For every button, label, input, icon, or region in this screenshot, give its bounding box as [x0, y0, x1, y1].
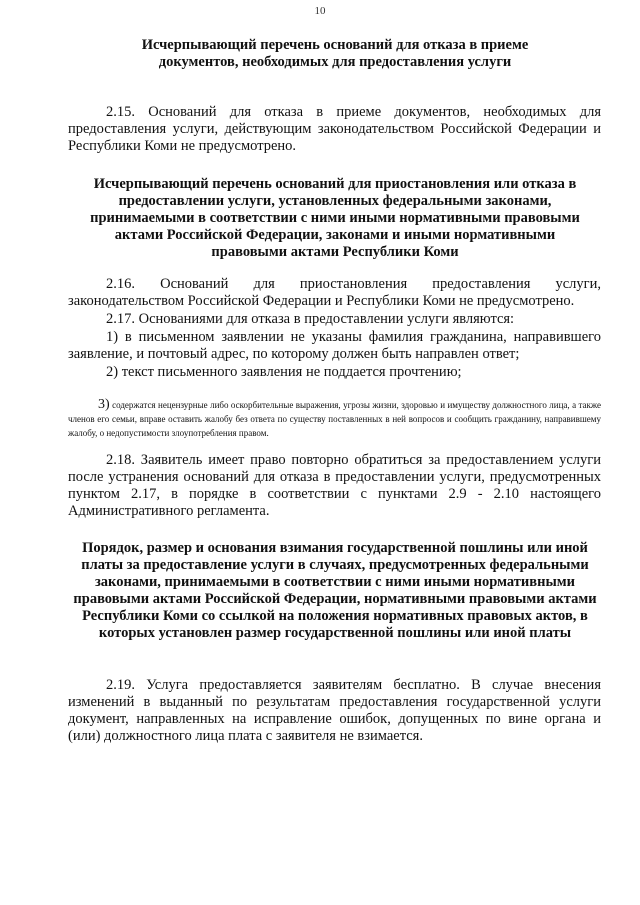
paragraph-2-16: 2.16. Оснований для приостановления предоставления услуги, законодательством Российской Федерации и Республики Коми не предусмотрено.	[68, 276, 601, 309]
section-heading-suspension: Исчерпывающий перечень оснований для приостановления или отказа в предоставлении услуги, установленных федеральными законами, принимаемыми в соответствии с ними иными нормативными правовыми актами Российской Федерации, законами и иными нормативными правовыми актами Республики Коми	[90, 176, 580, 260]
list-item-3: 3) содержатся нецензурные либо оскорбительные выражения, угрозы жизни, здоровью и имуществу должностного лица, а также членов его семьи, вправе оставить жалобу без ответа по существу поставленных в ней вопросов и сообщить гражданину, направившему жалобу, о недопустимости злоупотребления правом.	[68, 397, 601, 438]
paragraph-2-15: 2.15. Оснований для отказа в приеме документов, необходимых для предоставления услуги, действующим законодательством Российской Федерации и Республики Коми не предусмотрено.	[68, 104, 601, 154]
section-heading-fees: Порядок, размер и основания взимания государственной пошлины или иной платы за предоставление услуги в случаях, предусмотренных федеральными законами, принимаемыми в соответствии с ними иными нормативными правовыми актами Российской Федерации, нормативными правовыми актами Республики Коми со ссылкой на положения нормативных правовых актов, в которых установлен размер государственной пошлины или иной платы	[73, 540, 597, 641]
paragraph-2-17: 2.17. Основаниями для отказа в предоставлении услуги являются:	[106, 311, 515, 327]
section-heading-refusal-documents: Исчерпывающий перечень оснований для отказа в приеме документов, необходимых для предоставления услуги	[141, 37, 529, 70]
list-item-2: 2) текст письменного заявления не поддается прочтению;	[106, 364, 462, 380]
paragraph-2-18: 2.18. Заявитель имеет право повторно обратиться за предоставлением услуги после устранения оснований для отказа в предоставлении услуги, предусмотренных пунктом 2.17, в порядке в соответствии с пунктами 2.9 - 2.10 настоящего Административного регламента.	[68, 452, 601, 519]
paragraph-2-19: 2.19. Услуга предоставляется заявителям бесплатно. В случае внесения изменений в выданный по результатам предоставления государственной услуги документ, направленных на исправление ошибок, допущенных по вине органа и (или) должностного лица плата с заявителя не взимается.	[68, 677, 601, 744]
list-item-1: 1) в письменном заявлении не указаны фамилия гражданина, направившего заявление, и почтовый адрес, по которому должен быть направлен ответ;	[68, 329, 601, 362]
page-number: 10	[314, 5, 326, 17]
